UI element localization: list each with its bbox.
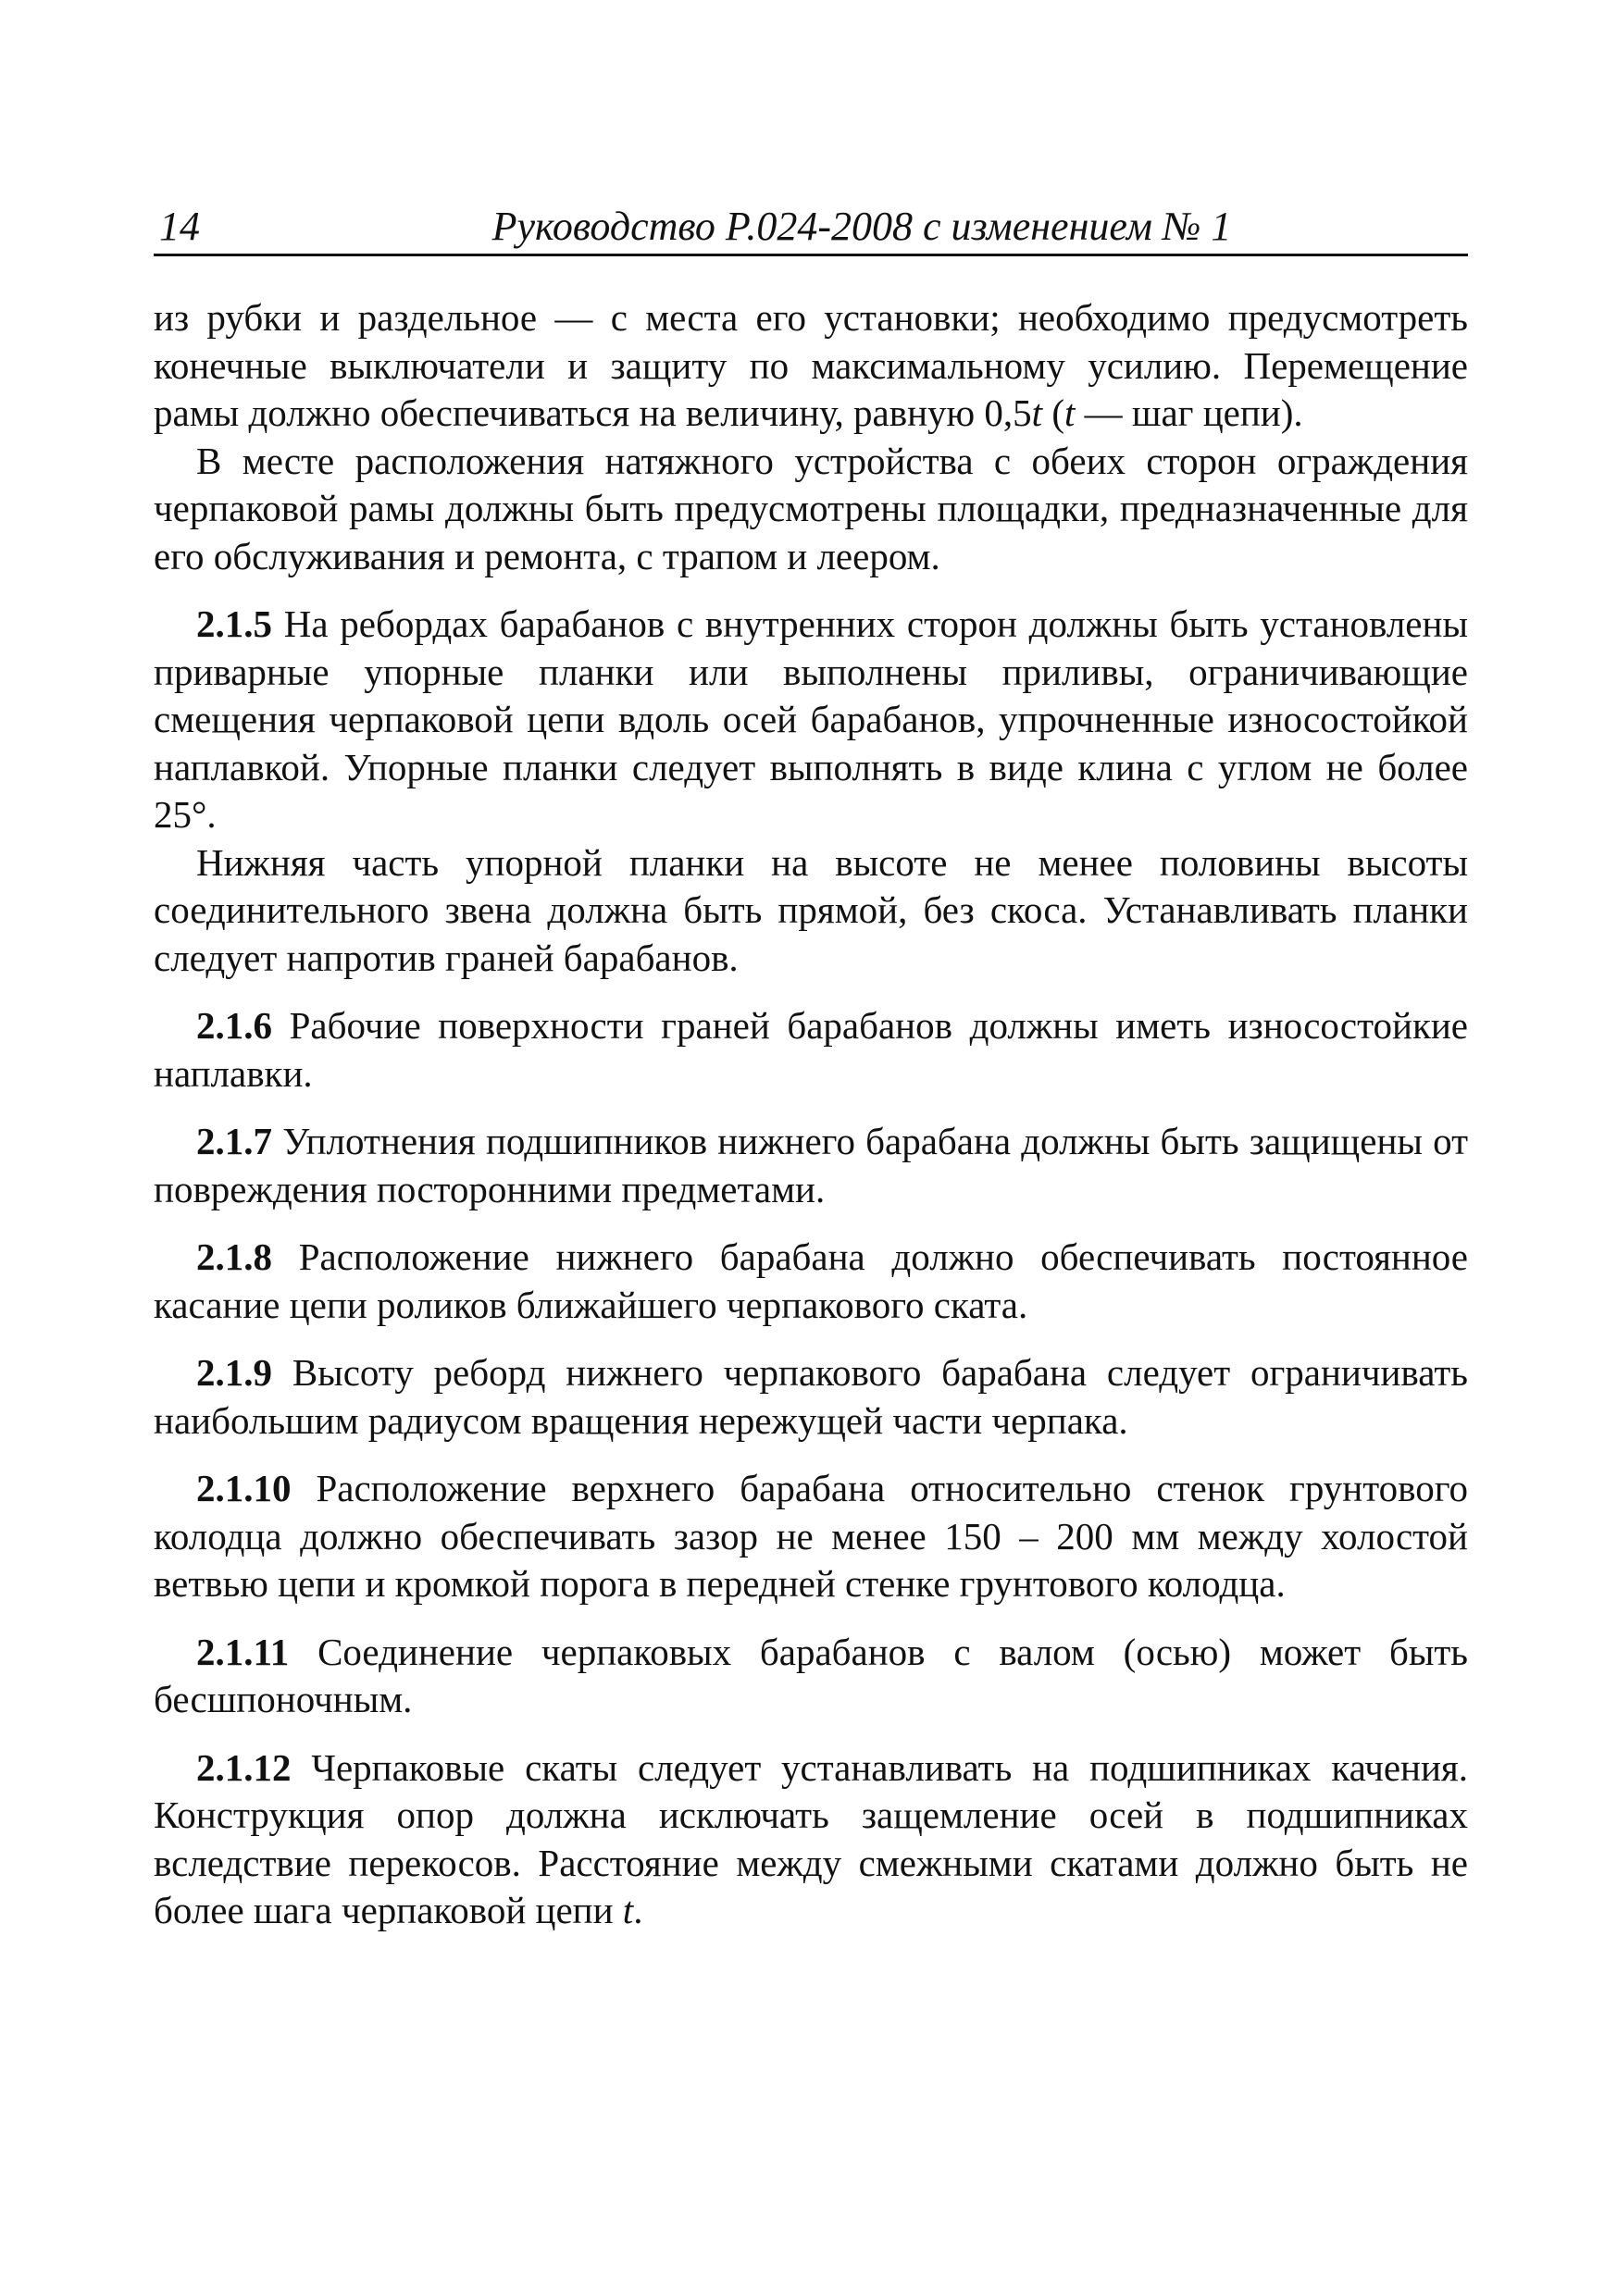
clause-2-1-12: 2.1.12 Черпаковые скаты следует устанавливать на подшипниках качения. Конструкция опор должна исключать защемление осей в подшипниках вследствие перекосов. Расстояние между смежными скатами должно быть не более шага черпаковой цепи t.	[154, 1745, 1469, 1931]
paragraph-text: Нижняя часть упорной планки на высоте не менее половины высоты соединительного звена должна быть прямой, без скоса. Устанавливать планки следует напротив граней барабанов.	[154, 840, 1468, 979]
clause-text: Расположение верхнего барабана относительно стенок грунтового колодца должно обеспечивать зазор не менее 150 – 200 мм между холостой ветвью цепи и кромкой порога в передней стенке грунтового колодца.	[154, 1467, 1468, 1605]
page-header	[154, 198, 1468, 256]
clause-2-1-10	[154, 1465, 1468, 1608]
clause-2-1-7	[154, 1118, 1468, 1213]
italic-variable-t: t	[1063, 391, 1076, 434]
page-number: 14	[159, 204, 200, 249]
clause-number: 2.1.5	[196, 602, 272, 645]
italic-variable-t: t	[622, 1889, 634, 1931]
italic-variable-t: t	[1031, 391, 1043, 434]
clause-2-1-9	[154, 1349, 1468, 1445]
paragraph-text: В месте расположения натяжного устройства с обеих сторон ограждения черпаковой рамы должны быть предусмотрены площадки, предназначенные для его обслуживания и ремонта, с трапом и леером.	[154, 439, 1468, 577]
clause-2-1-11	[154, 1629, 1468, 1724]
clause-number: 2.1.10	[196, 1467, 292, 1509]
clause-2-1-8	[154, 1234, 1468, 1329]
clause-number: 2.1.8	[196, 1235, 272, 1278]
clause-number: 2.1.9	[196, 1351, 272, 1394]
paragraph	[154, 839, 1468, 983]
clause-number: 2.1.7	[196, 1120, 272, 1162]
clause-text: Рабочие поверхности граней барабанов должны иметь износостойкие наплавки.	[154, 1004, 1468, 1095]
clause-2-1-6	[154, 1002, 1468, 1098]
clause-number: 2.1.12	[196, 1745, 292, 1789]
clause-2-1-5	[154, 601, 1468, 839]
clause-text: Расположение нижнего барабана должно обеспечивать постоянное касание цепи роликов ближайшего черпакового ската.	[154, 1235, 1469, 1326]
clause-number: 2.1.6	[196, 1004, 272, 1047]
paragraph-continuation: из рубки и раздельное — с места его установки; необходимо предусмотреть конечные выключатели и защиту по максимальному усилию. Перемещение рамы должно обеспечиваться на величину, равную 0,5t (t — шаг цепи).	[154, 296, 1468, 434]
clause-number: 2.1.11	[196, 1630, 290, 1673]
clause-text: Высоту реборд нижнего черпакового барабана следует ограничивать наибольшим радиусом вращения нережущей части черпака.	[154, 1351, 1468, 1442]
clause-text: Черпаковые скаты следует устанавливать на подшипниках качения. Конструкция опор должна исключать защемление осей в подшипниках вследствие перекосов. Расстояние между смежными скатами должно быть не более шага черпаковой цепи	[154, 1745, 1469, 1931]
paragraph	[154, 438, 1468, 581]
clause-text: Соединение черпаковых барабанов с валом (осью) может быть бесшпоночным.	[154, 1630, 1468, 1720]
page-body	[154, 294, 1468, 1935]
paragraph-text: из рубки и раздельное — с места его установки; необходимо предусмотреть конечные выключатели и защиту по максимальному усилию. Перемещение рамы должно обеспечиваться на величину, равную 0,5	[154, 296, 1468, 434]
running-title: Руководство Р.024-2008 с изменением № 1	[491, 204, 1232, 249]
clause-text: На ребордах барабанов с внутренних сторон должны быть установлены приварные упорные планки или выполнены приливы, ограничивающие смещения черпаковой цепи вдоль осей барабанов, упрочненные износостойкой наплавкой. Упорные планки следует выполнять в виде клина с углом не более 25°.	[154, 602, 1468, 836]
clause-text: Уплотнения подшипников нижнего барабана должны быть защищены от повреждения посторонними предметами.	[154, 1120, 1468, 1210]
